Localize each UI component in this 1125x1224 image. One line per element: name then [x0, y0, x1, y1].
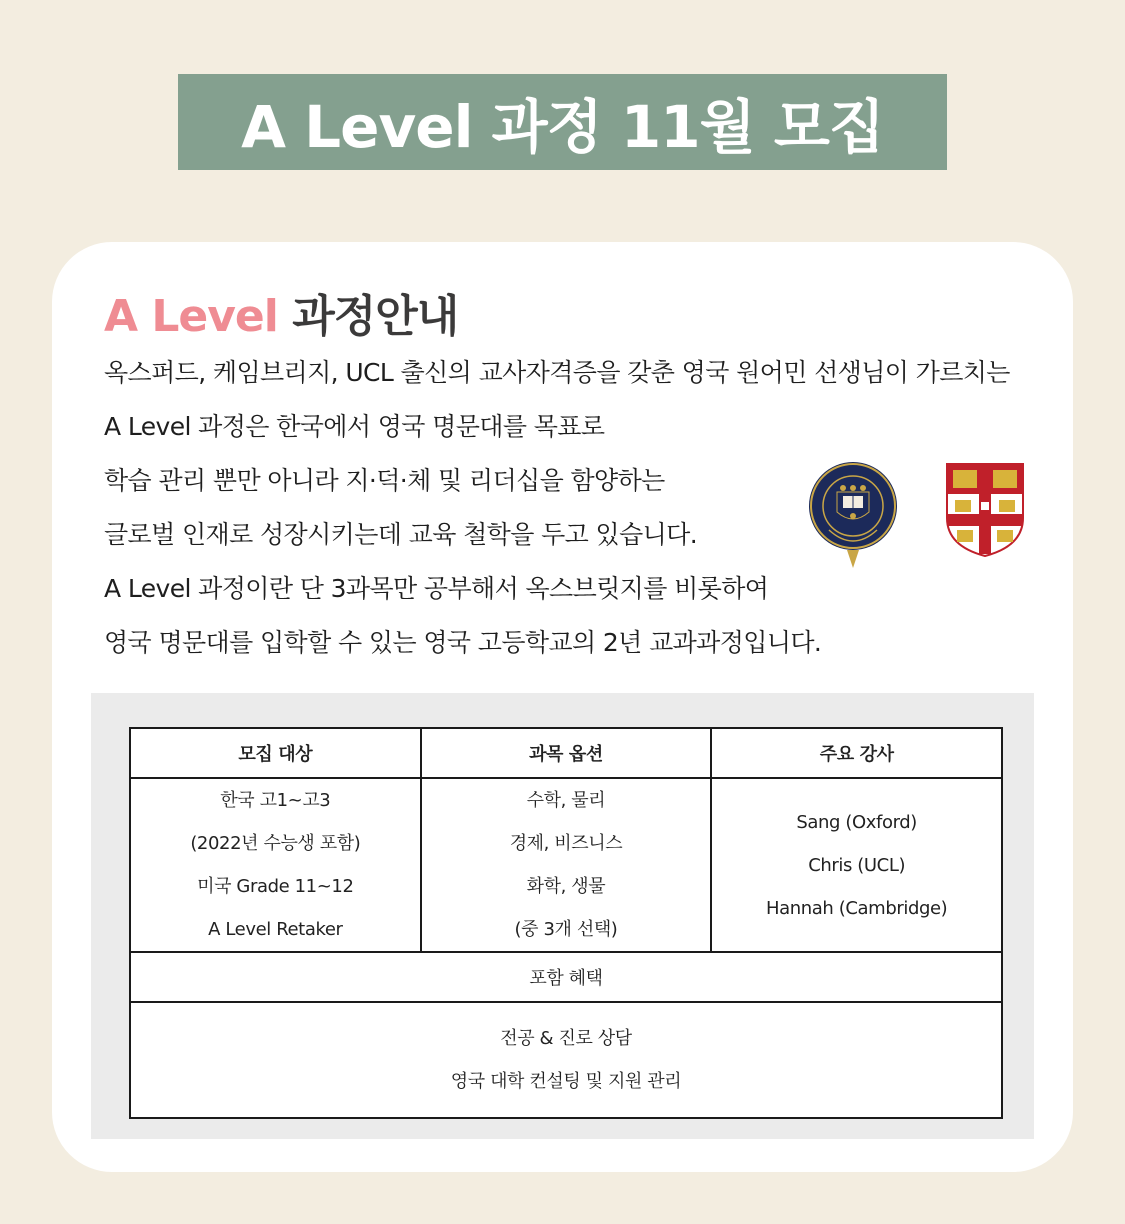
target-item: 미국 Grade 11~12 [197, 876, 354, 897]
title-banner [178, 74, 947, 170]
banner-title: A Level 과정 11월 모집 [241, 93, 884, 161]
header-subjects: 과목 옵션 [421, 728, 712, 778]
subject-item: 수학, 물리 [526, 790, 606, 811]
program-table [129, 727, 1003, 1119]
benefit-item: 영국 대학 컨설팅 및 지원 관리 [450, 1071, 682, 1092]
description-line: 영국 명문대를 입학할 수 있는 영국 고등학교의 2년 교과과정입니다. [104, 628, 822, 657]
subject-item: 경제, 비즈니스 [509, 833, 623, 854]
description-line: A Level 과정은 한국에서 영국 명문대를 목표로 [104, 412, 605, 441]
heading-accent: A Level [104, 291, 278, 342]
section-heading [104, 280, 458, 344]
subjects-cell [421, 778, 712, 952]
target-item: (2022년 수능생 포함) [190, 833, 361, 854]
teacher-item: Chris (UCL) [808, 854, 906, 876]
benefit-header: 포함 혜택 [130, 952, 1002, 1002]
target-cell [130, 778, 421, 952]
teacher-item: Hannah (Cambridge) [766, 897, 948, 919]
teachers-cell [711, 778, 1002, 952]
heading-rest: 과정안내 [292, 291, 459, 342]
description-line: 학습 관리 뿐만 아니라 지·덕·체 및 리더십을 함양하는 [104, 466, 665, 495]
table-backdrop [91, 693, 1034, 1139]
subject-item: 화학, 생물 [526, 876, 606, 897]
description-line: 옥스퍼드, 케임브리지, UCL 출신의 교사자격증을 갖춘 영국 원어민 선생님이 가르치는 [104, 358, 1010, 387]
teacher-item: Sang (Oxford) [796, 811, 917, 833]
benefits-cell [130, 1002, 1002, 1118]
header-teachers: 주요 강사 [711, 728, 1002, 778]
header-target: 모집 대상 [130, 728, 421, 778]
cambridge-crest-icon [945, 462, 1025, 558]
info-card [52, 242, 1073, 1172]
description-line: A Level 과정이란 단 3과목만 공부해서 옥스브릿지를 비롯하여 [104, 574, 769, 603]
description-line: 글로벌 인재로 성장시키는데 교육 철학을 두고 있습니다. [104, 520, 698, 549]
benefit-item: 전공 & 진로 상담 [500, 1028, 632, 1049]
subject-item: (중 3개 선택) [514, 919, 618, 940]
target-item: 한국 고1~고3 [220, 790, 331, 811]
target-item: A Level Retaker [208, 919, 343, 940]
oxford-crest-icon [807, 460, 899, 572]
